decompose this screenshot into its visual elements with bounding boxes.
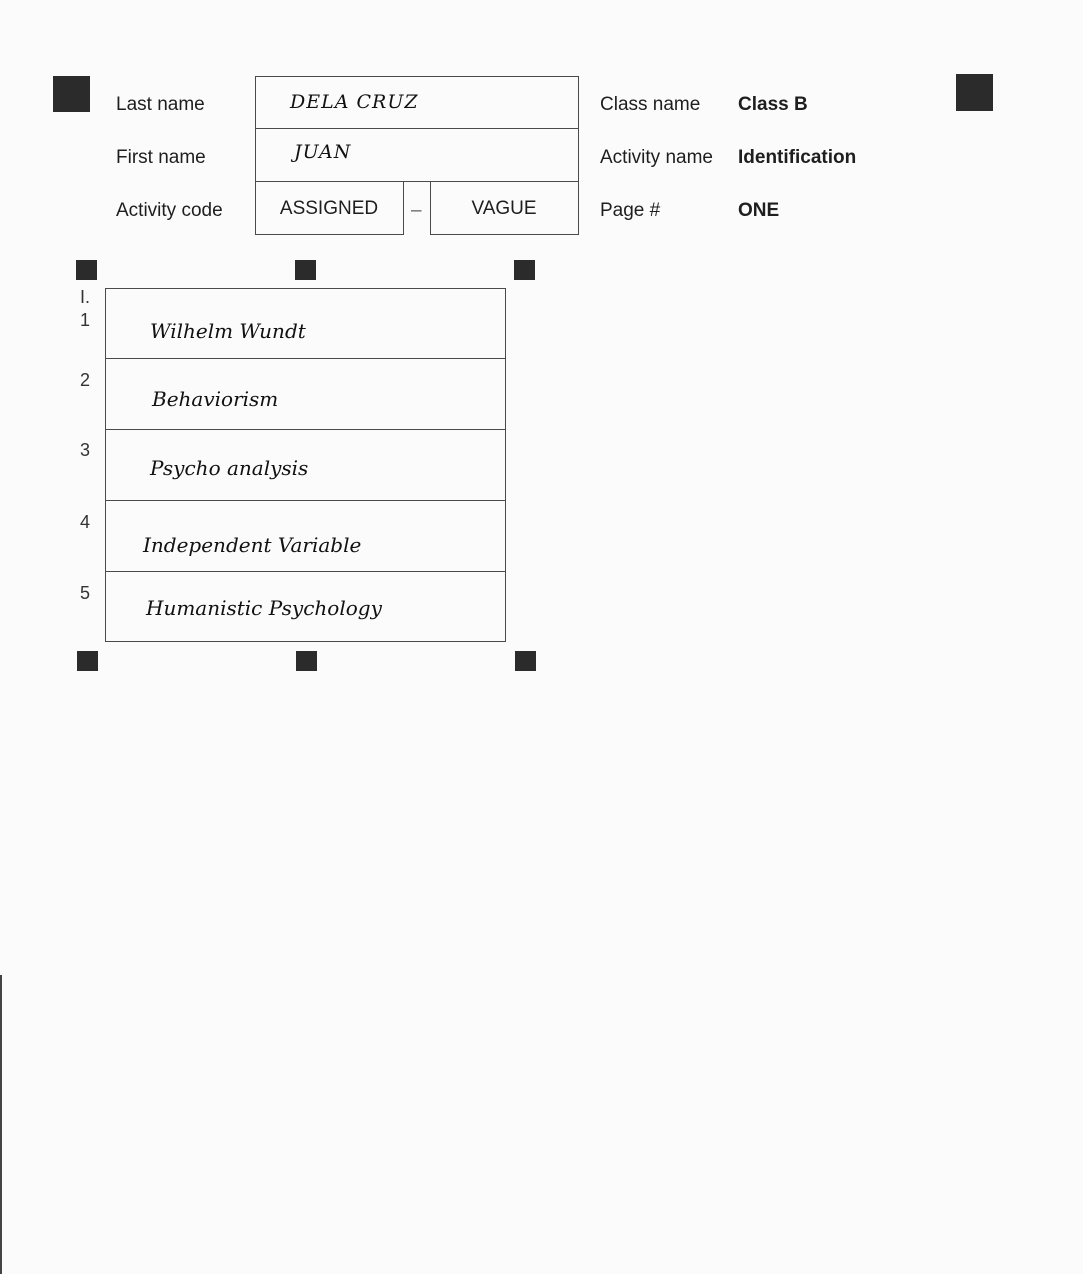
registration-marker-section-tm	[295, 260, 316, 280]
registration-marker-top-right	[956, 74, 993, 111]
activity-code-separator: –	[411, 200, 422, 221]
registration-marker-section-bm	[296, 651, 317, 671]
registration-marker-section-tr	[514, 260, 535, 280]
answer-box-3[interactable]	[105, 429, 506, 501]
answer-text-5: Humanistic Psychology	[146, 596, 382, 620]
last-name-field[interactable]	[255, 76, 579, 129]
page-number-value: ONE	[738, 200, 780, 221]
answer-box-1[interactable]	[105, 288, 506, 359]
section-roman-numeral: I.	[80, 287, 91, 307]
class-name-value: Class B	[738, 94, 808, 115]
answer-number-1: 1	[80, 310, 91, 330]
answer-text-3: Psycho analysis	[150, 456, 309, 480]
answer-box-2[interactable]	[105, 358, 506, 430]
registration-marker-top-left	[53, 76, 90, 112]
registration-marker-section-bl	[77, 651, 98, 671]
first-name-value: JUAN	[294, 141, 352, 163]
first-name-label: First name	[116, 147, 206, 168]
activity-name-label: Activity name	[600, 147, 713, 168]
activity-name-value: Identification	[738, 147, 857, 168]
answer-text-4: Independent Variable	[143, 533, 362, 557]
first-name-field[interactable]	[255, 128, 579, 182]
activity-code-field-2[interactable]	[430, 181, 579, 235]
answer-number-5: 5	[80, 583, 91, 603]
activity-code-label: Activity code	[116, 200, 223, 221]
last-name-label: Last name	[116, 94, 205, 115]
activity-code-part2: VAGUE	[471, 198, 537, 219]
registration-marker-section-tl	[76, 260, 97, 280]
answer-text-1: Wilhelm Wundt	[150, 319, 306, 343]
page-number-label: Page #	[600, 200, 661, 221]
answer-number-2: 2	[80, 370, 91, 390]
answer-box-4[interactable]	[105, 500, 506, 572]
answer-box-5[interactable]	[105, 571, 506, 642]
answer-number-4: 4	[80, 512, 91, 532]
last-name-value: DELA CRUZ	[290, 91, 419, 113]
answer-text-2: Behaviorism	[152, 387, 279, 411]
answer-number-3: 3	[80, 440, 91, 460]
activity-code-part1: ASSIGNED	[279, 198, 379, 219]
class-name-label: Class name	[600, 94, 701, 115]
scan-edge-line	[0, 975, 2, 1274]
registration-marker-section-br	[515, 651, 536, 671]
activity-code-field-1[interactable]	[255, 181, 404, 235]
